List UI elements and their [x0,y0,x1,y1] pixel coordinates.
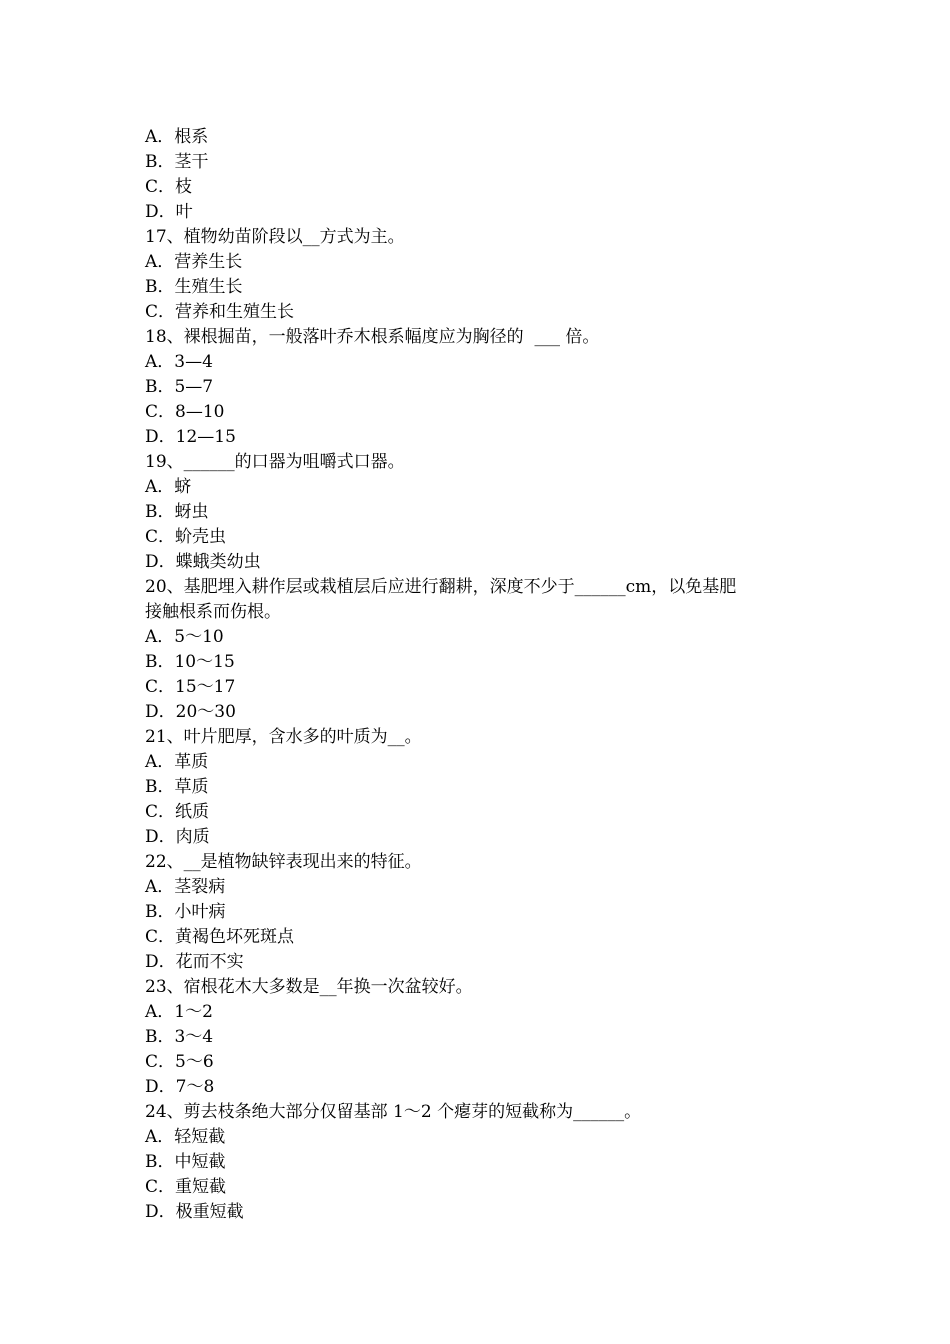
option-line: B．10～15 [145,652,235,672]
option-line: C．5～6 [145,1052,214,1072]
option-line: A．革质 [145,752,209,772]
option-line: D．极重短截 [145,1202,244,1222]
question-line: 17、植物幼苗阶段以__方式为主。 [145,227,405,247]
option-line: B．小叶病 [145,902,226,922]
question-line-continuation: 接触根系而伤根。 [145,602,281,622]
option-line: A．茎裂病 [145,877,226,897]
option-line: A．3—4 [145,352,213,372]
question-line: 24、剪去枝条绝大部分仅留基部 1～2 个瘪芽的短截称为______。 [145,1102,642,1122]
option-line: D．肉质 [145,827,210,847]
option-line: A．轻短截 [145,1127,226,1147]
option-line: D．20～30 [145,702,236,722]
question-line: 20、基肥埋入耕作层或栽植层后应进行翻耕，深度不少于______cm，以免基肥 [145,577,737,597]
option-line: D．7～8 [145,1077,215,1097]
option-line: C．纸质 [145,802,210,822]
option-line: C．15～17 [145,677,236,697]
question-line: 23、宿根花木大多数是__年换一次盆较好。 [145,977,473,997]
option-line: C．营养和生殖生长 [145,302,295,322]
option-line: D．叶 [145,202,193,222]
option-line: A．营养生长 [145,252,243,272]
option-line: D．蝶蛾类幼虫 [145,552,261,572]
option-line: C．重短截 [145,1177,227,1197]
question-line: 18、裸根掘苗，一般落叶乔木根系幅度应为胸径的 ___ 倍。 [145,327,600,347]
question-text-block [145,125,815,1225]
option-line: A．根系 [145,127,209,147]
option-line: A．蛴 [145,477,192,497]
question-line: 19、______的口器为咀嚼式口器。 [145,452,405,472]
option-line: C．蚧壳虫 [145,527,227,547]
question-line: 22、__是植物缺锌表现出来的特征。 [145,852,422,872]
option-line: B．3～4 [145,1027,214,1047]
option-line: A．5～10 [145,627,224,647]
option-line: D．花而不实 [145,952,244,972]
option-line: B．生殖生长 [145,277,243,297]
option-line: A．1～2 [145,1002,213,1022]
option-line: B．中短截 [145,1152,226,1172]
question-line: 21、叶片肥厚，含水多的叶质为__。 [145,727,422,747]
option-line: B．草质 [145,777,209,797]
option-line: B．茎干 [145,152,209,172]
option-line: B．蚜虫 [145,502,209,522]
option-line: C．8—10 [145,402,225,422]
option-line: B．5—7 [145,377,214,397]
option-line: C．黄褐色坏死斑点 [145,927,295,947]
option-line: C．枝 [145,177,193,197]
option-line: D．12—15 [145,427,236,447]
